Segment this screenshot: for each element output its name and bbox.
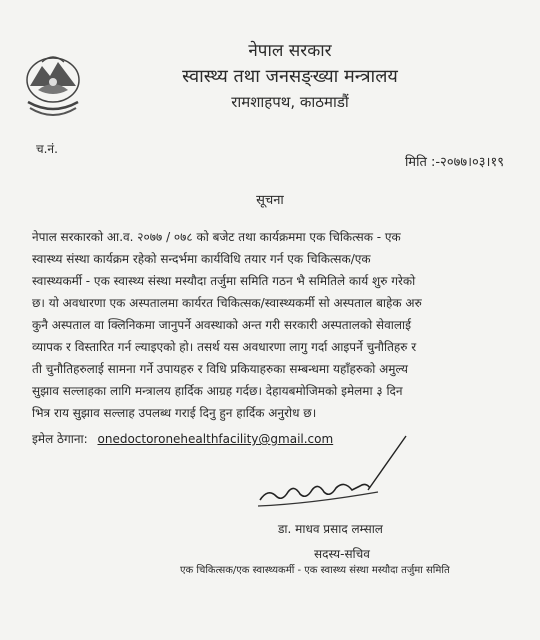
committee-name: एक चिकित्सक/एक स्वास्थ्यकर्मी - एक स्वास्थ्य संस्था मस्यौदा तर्जुमा समिति xyxy=(180,565,450,576)
ministry-address: रामशाहपथ, काठमाडौं xyxy=(231,93,349,111)
notice-body xyxy=(32,226,510,424)
body-line: स्वास्थ्यकर्मी - एक स्वास्थ्य संस्था मस्यौदा तर्जुमा समिति गठन भै समितिले कार्य शुरु गरेको xyxy=(32,274,416,288)
reference-number: च.नं. xyxy=(36,142,58,156)
body-line: छ। यो अवधारणा एक अस्पतालमा कार्यरत चिकित्सक/स्वास्थ्यकर्मी सो अस्पताल बाहेक अरु xyxy=(32,296,422,310)
body-line: व्यापक र विस्तारित गर्न ल्याइएको हो। तसर्थ यस अवधारणा लागु गर्दा आइपर्ने चुनौतिहरु र xyxy=(32,340,417,354)
handwritten-signature xyxy=(248,430,418,530)
body-line: सुझाव सल्लाहका लागि मन्त्रालय हार्दिक आग्रह गर्दछ। देहायबमोजिमको इमेलमा ३ दिन xyxy=(32,384,403,398)
body-line: कुनै अस्पताल वा क्लिनिकमा जानुपर्ने अवस्थाको अन्त गरी सरकारी अस्पतालको सेवालाई xyxy=(32,318,412,332)
body-line: नेपाल सरकारको आ.व. २०७७ / ०७८ को बजेट तथा कार्यक्रममा एक चिकित्सक - एक xyxy=(32,230,401,244)
body-line: ती चुनौतिहरुलाई सामना गर्ने उपायहरु र विधि प्रकियाहरुका सम्बन्धमा यहाँहरुको अमुल्य xyxy=(32,362,408,376)
notice-date: मिति :-२०७७।०३।१९ xyxy=(404,155,504,170)
signer-name: डा. माधव प्रसाद लम्साल xyxy=(278,522,383,536)
body-line: भित्र राय सुझाव सल्लाह उपलब्ध गराई दिनु हुन हार्दिक अनुरोध छ। xyxy=(32,406,317,420)
ministry-name: स्वास्थ्य तथा जनसङ्ख्या मन्त्रालय xyxy=(182,66,398,87)
government-name: नेपाल सरकार xyxy=(248,41,332,61)
notice-subject: सूचना xyxy=(256,193,284,208)
signer-designation: सदस्य-सचिव xyxy=(314,547,370,561)
email-label: इमेल ठेगाना: xyxy=(32,432,88,446)
body-line: स्वास्थ्य संस्था कार्यक्रम रहेको सन्दर्भमा कार्यविधि तयार गर्न एक चिकित्सक/एक xyxy=(32,252,371,266)
email-link[interactable]: onedoctoronehealthfacility@gmail.com xyxy=(97,432,334,446)
